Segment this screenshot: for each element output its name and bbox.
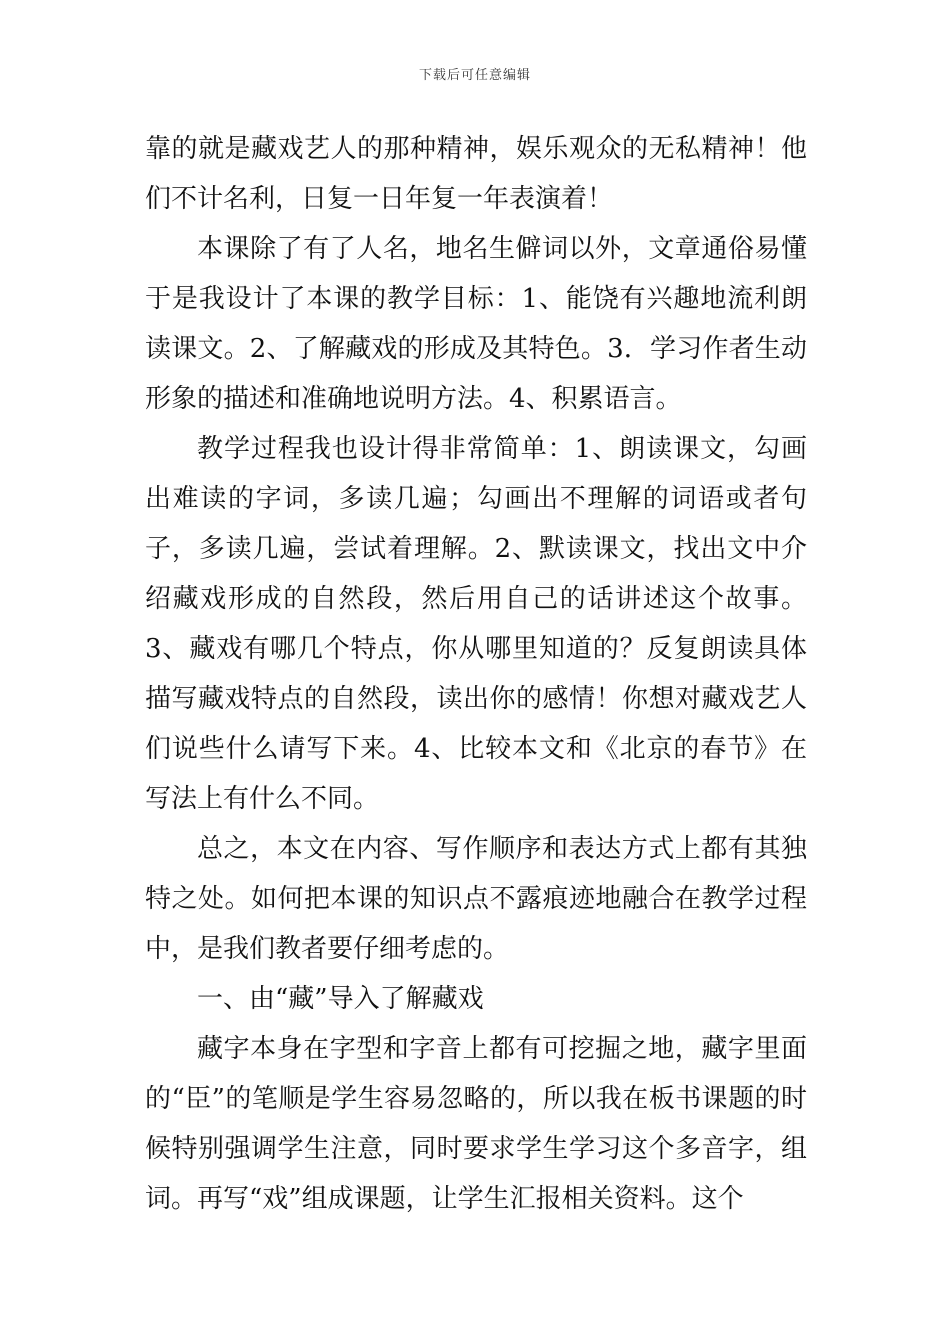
- paragraph-summary: 总之，本文在内容、写作顺序和表达方式上都有其独特之处。如何把本课的知识点不露痕迹地融合在教学过程中，是我们教者要仔细考虑的。: [145, 834, 807, 964]
- document-body: [145, 124, 807, 1224]
- paragraph-continuation: 靠的就是藏戏艺人的那种精神，娱乐观众的无私精神！他们不计名利，日复一日年复一年表演着！: [145, 134, 807, 214]
- paragraph-section-body: 藏字本身在字型和字音上都有可挖掘之地，藏字里面的“臣”的笔顺是学生容易忽略的，所以我在板书课题的时候特别强调学生注意，同时要求学生学习这个多音字，组词。再写“戏”组成课题，让学生汇报相关资料。这个: [145, 1034, 807, 1214]
- paragraph-teaching-process: 教学过程我也设计得非常简单：1、朗读课文，勾画出难读的字词，多读几遍；勾画出不理解的词语或者句子，多读几遍，尝试着理解。2、默读课文，找出文中介绍藏戏形成的自然段，然后用自己的话讲述这个故事。3、藏戏有哪几个特点，你从哪里知道的？反复朗读具体描写藏戏特点的自然段，读出你的感情！你想对藏戏艺人们说些什么请写下来。4、比较本文和《北京的春节》在写法上有什么不同。: [145, 434, 807, 814]
- paragraph-teaching-goals: 本课除了有了人名，地名生僻词以外，文章通俗易懂于是我设计了本课的教学目标：1、能饶有兴趣地流利朗读课文。2、了解藏戏的形成及其特色。3．学习作者生动形象的描述和准确地说明方法。4、积累语言。: [145, 234, 807, 414]
- section-heading: 一、由“藏”导入了解藏戏: [197, 984, 484, 1014]
- page-header-note: 下载后可任意编辑: [418, 68, 531, 83]
